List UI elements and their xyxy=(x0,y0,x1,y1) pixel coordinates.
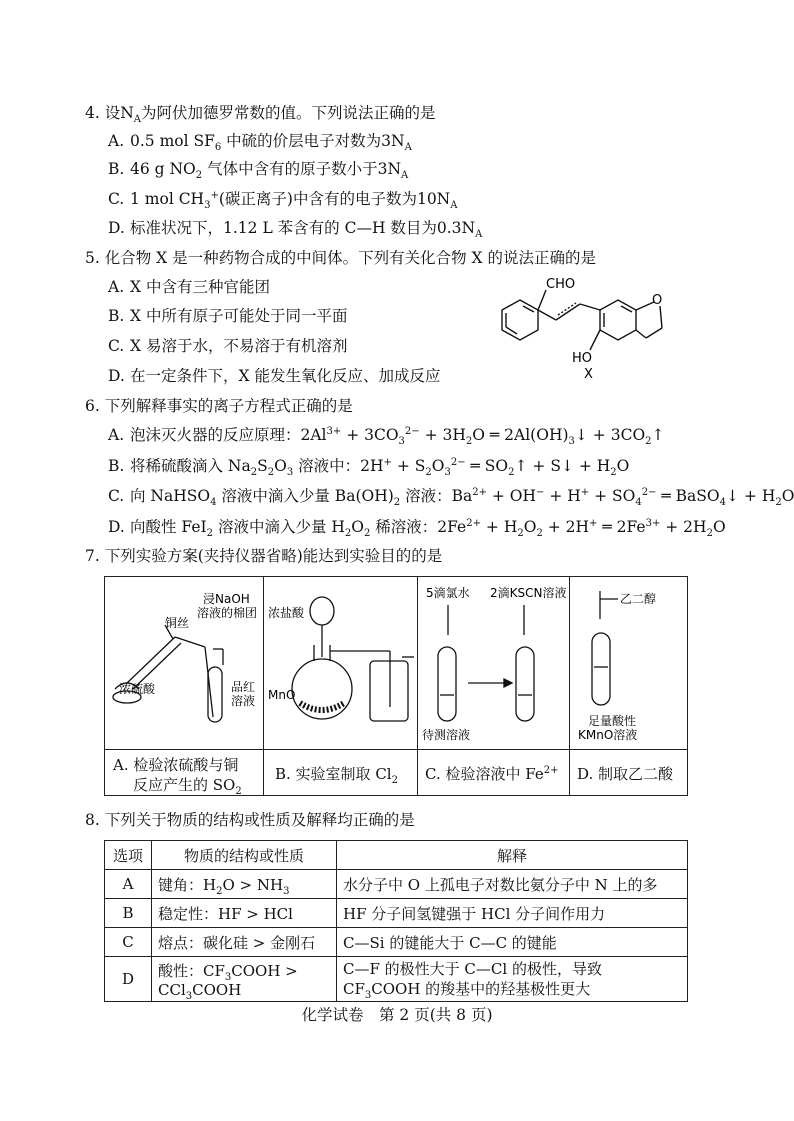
label-naoh-1: 浸NaOH xyxy=(203,592,250,606)
q4-option-a: A. 0.5 mol $SF_6$ 中硫的价层电子对数为$3N_A$ xyxy=(108,132,412,154)
q5-option-b: B. X 中所有原子可能处于同一平面 xyxy=(108,307,348,325)
q6-stem: 6. 下列解释事实的离子方程式正确的是 xyxy=(85,397,353,415)
label-kmno4-1: 足量酸性 xyxy=(588,714,637,728)
caption-a-line2: 反应产生的 $SO_2$ xyxy=(133,776,242,797)
caption-a-line1: A. 检验浓硫酸与铜 xyxy=(113,756,239,774)
label-naoh-2: 溶液的棉团 xyxy=(197,606,258,620)
label-test-solution: 待测溶液 xyxy=(422,728,471,742)
ho-label: HO xyxy=(572,351,593,366)
table-row: D 酸性：$CF_3COOH$ > CCl$_3$COOH C—F 的极性大于 C—Cl 的极性，导致 $CF_3COOH$ 的羧基中的羟基极性更大 xyxy=(105,957,688,1002)
label-pin-2: 溶液 xyxy=(231,694,256,708)
label-hcl: 浓盐酸 xyxy=(268,606,305,620)
compound-x-structure xyxy=(490,270,710,380)
label-chlorine-water: 5滴氯水 xyxy=(426,586,470,600)
table-row: B 稳定性：HF > HCl HF 分子间氢键强于 HCl 分子间作用力 xyxy=(105,899,688,928)
ring-oxygen-label: O xyxy=(652,293,663,308)
q4-stem: 4. 设$N_A$为阿伏加德罗常数的值。下列说法正确的是 xyxy=(85,104,436,126)
label-pin-1: 品红 xyxy=(231,680,256,694)
q6-option-c: C. 向 NaHSO$_4$ 溶液中滴入少量 $Ba(OH)_2$ 溶液：$Ba^{2+} + OH^- + H^+ + SO_4^{2-}$ ═ BaSO$_4$↓ + $H_2O$ xyxy=(108,486,794,509)
label-kmno4-2: KMnO溶液 xyxy=(578,728,638,742)
table-row: C 熔点：碳化硅 > 金刚石 C—Si 的键能大于 C—C 的键能 xyxy=(105,928,688,957)
apparatus-a-drawing xyxy=(105,577,264,751)
label-acid: 浓硫酸 xyxy=(119,682,156,696)
q8-table xyxy=(104,840,688,1002)
header-property: 物质的结构或性质 xyxy=(152,841,337,870)
label-mno2: MnO xyxy=(268,688,296,702)
q6-option-b: B. 将稀硫酸滴入 $Na_2S_2O_3$ 溶液中：$2H^+ + S_2O_3^{2-}$ ═ $SO_2↑$ + S↓ + $H_2O$ xyxy=(108,456,630,479)
apparatus-b-drawing xyxy=(264,577,418,751)
compound-name: X xyxy=(584,367,593,380)
q4-option-b: B. 46 g $NO_2$ 气体中含有的原子数小于$3N_A$ xyxy=(108,160,409,182)
label-kscn: 2滴KSCN溶液 xyxy=(490,586,567,600)
q4-option-d: D. 标准状况下，1.12 L 苯含有的 C—H 数目为$0.3N_A$ xyxy=(108,219,483,241)
caption-c: C. 检验溶液中 $Fe^{2+}$ xyxy=(425,765,559,783)
q7-stem: 7. 下列实验方案(夹持仪器省略)能达到实验目的的是 xyxy=(85,547,443,565)
apparatus-captions xyxy=(105,749,687,795)
apparatus-c-drawing xyxy=(418,577,570,751)
apparatus-table xyxy=(104,576,688,796)
table-header-row xyxy=(105,841,688,870)
page-footer: 化学试卷 第 2 页(共 8 页) xyxy=(301,1006,493,1024)
header-explanation: 解释 xyxy=(337,841,688,870)
q4-option-c: C. 1 mol $CH_3^+$(碳正离子)中含有的电子数为$10N_A$ xyxy=(108,189,458,212)
header-option: 选项 xyxy=(105,841,152,870)
label-copper: 铜丝 xyxy=(165,616,190,630)
q5-option-d: D. 在一定条件下，X 能发生氧化反应、加成反应 xyxy=(108,367,441,385)
q8-stem: 8. 下列关于物质的结构或性质及解释均正确的是 xyxy=(85,811,415,829)
q5-stem: 5. 化合物 X 是一种药物合成的中间体。下列有关化合物 X 的说法正确的是 xyxy=(85,249,596,267)
table-row: A 键角：$H_2O > NH_3$ 水分子中 O 上孤电子对数比氨分子中 N 上的多 xyxy=(105,870,688,899)
caption-d: D. 制取乙二酸 xyxy=(577,765,674,783)
caption-b: B. 实验室制取 $Cl_2$ xyxy=(275,765,398,786)
q5-option-a: A. X 中含有三种官能团 xyxy=(108,278,270,296)
q5-option-c: C. X 易溶于水，不易溶于有机溶剂 xyxy=(108,337,348,355)
cho-label: CHO xyxy=(546,277,576,292)
apparatus-d-drawing xyxy=(570,577,687,751)
q6-option-d: D. 向酸性 FeI$_2$ 溶液中滴入少量 $H_2O_2$ 稀溶液：$2Fe^{2+} + H_2O_2 + 2H^+$ ═ $2Fe^{3+} + 2H_2O$ xyxy=(108,517,726,540)
label-glycol: 乙二醇 xyxy=(620,592,657,606)
q6-option-a: A. 泡沫灭火器的反应原理：$2Al^{3+} + 3CO_3^{2-} + 3H_2O$ ═ $2Al(OH)_3↓$ + $3CO_2↑$ xyxy=(108,425,665,448)
